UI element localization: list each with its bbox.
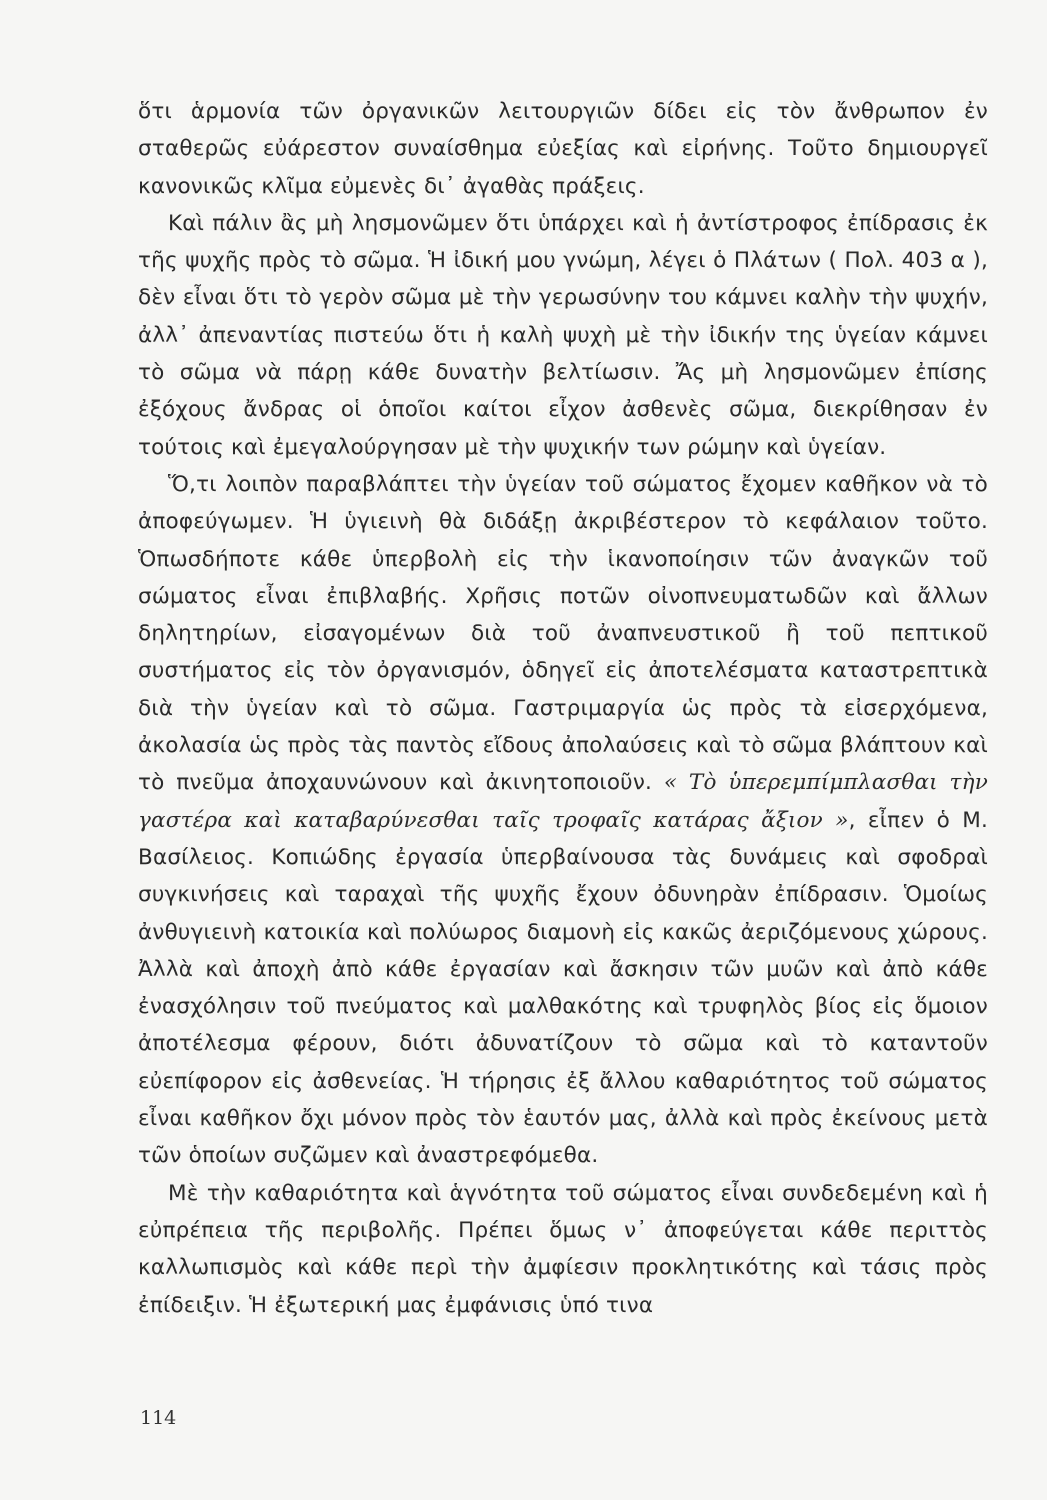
- paragraph-4: [138, 1175, 988, 1324]
- paragraph-1: [138, 93, 988, 205]
- page-number: 114: [140, 1407, 177, 1429]
- basil-quotation: « Τὸ ὑπερεμπίμπλασθαι τὴν γαστέρα καὶ καταβαρύνεσθαι ταῖς τροφαῖς κατάρας ἄξιον »: [138, 770, 988, 833]
- body-text: [138, 93, 988, 1324]
- paragraph-1-text: ὅτι ἁρμονία τῶν ὀργανικῶν λειτουργιῶν δίδει εἰς τὸν ἄνθρωπον ἐν σταθερῶς εὐάρεστον συναίσθημα εὐεξίας καὶ εἰρήνης. Τοῦτο δημιουργεῖ κανονικῶς κλῖμα εὐμενὲς δι᾽ ἀγαθὰς πράξεις.: [138, 99, 988, 199]
- paragraph-3-text-b: , εἶπεν ὁ Μ. Βασίλειος. Κοπιώδης ἐργασία ὑπερβαίνουσα τὰς δυνάμεις καὶ σφοδραὶ συγκινήσεις καὶ ταραχαὶ τῆς ψυχῆς ἔχουν ὀδυνηρὰν ἐπίδρασιν. Ὁμοίως ἀνθυγιεινὴ κατοικία καὶ πολύωρος διαμονὴ εἰς κακῶς ἀεριζόμενους χώρους. Ἀλλὰ καὶ ἀποχὴ ἀπὸ κάθε ἐργασίαν καὶ ἄσκησιν τῶν μυῶν καὶ ἀπὸ κάθε ἐνασχόλησιν τοῦ πνεύματος καὶ μαλθακότης καὶ τρυφηλὸς βίος εἰς ὅμοιον ἀποτέλεσμα φέρουν, διότι ἀδυνατίζουν τὸ σῶμα καὶ τὸ καταντοῦν εὐεπίφορον εἰς ἀσθενείας. Ἡ τήρησις ἐξ ἄλλου καθαριότητος τοῦ σώματος εἶναι καθῆκον ὄχι μόνον πρὸς τὸν ἑαυτόν μας, ἀλλὰ καὶ πρὸς ἐκείνους μετὰ τῶν ὁποίων συζῶμεν καὶ ἀναστρεφόμεθα.: [138, 807, 989, 1169]
- paragraph-2-text: Καὶ πάλιν ἂς μὴ λησμονῶμεν ὅτι ὑπάρχει καὶ ἡ ἀντίστροφος ἐπίδρασις ἐκ τῆς ψυχῆς πρὸς τὸ σῶμα. Ἡ ἰδική μου γνώμη, λέγει ὁ Πλάτων ( Πολ. 403 α ), δὲν εἶναι ὅτι τὸ γερὸν σῶμα μὲ τὴν γερωσύνην του κάμνει καλὴν τὴν ψυχήν, ἀλλ᾽ ἀπεναντίας πιστεύω ὅτι ἡ καλὴ ψυχὴ μὲ τὴν ἰδικήν της ὑγείαν κάμνει τὸ σῶμα νὰ πάρῃ κάθε δυνατὴν βελτίωσιν. Ἄς μὴ λησμονῶμεν ἐπίσης ἐξόχους ἄνδρας οἱ ὁποῖοι καίτοι εἶχον ἀσθενὲς σῶμα, διεκρίθησαν ἐν τούτοις καὶ ἐμεγαλούργησαν μὲ τὴν ψυχικήν των ρώμην καὶ ὑγείαν.: [138, 210, 988, 460]
- paragraph-2: [138, 205, 988, 466]
- paragraph-3-text-a: Ὅ,τι λοιπὸν παραβλάπτει τὴν ὑγείαν τοῦ σώματος ἔχομεν καθῆκον νὰ τὸ ἀποφεύγωμεν. Ἡ ὑγιεινὴ θὰ διδάξῃ ἀκριβέστερον τὸ κεφάλαιον τοῦτο. Ὁπωσδήποτε κάθε ὑπερβολὴ εἰς τὴν ἱκανοποίησιν τῶν ἀναγκῶν τοῦ σώματος εἶναι ἐπιβλαβής. Χρῆσις ποτῶν οἰνοπνευματωδῶν καὶ ἄλλων δηλητηρίων, εἰσαγομένων διὰ τοῦ ἀναπνευστικοῦ ἢ τοῦ πεπτικοῦ συστήματος εἰς τὸν ὀργανισμόν, ὁδηγεῖ εἰς ἀποτελέσματα καταστρεπτικὰ διὰ τὴν ὑγείαν καὶ τὸ σῶμα. Γαστριμαργία ὡς πρὸς τὰ εἰσερχόμενα, ἀκολασία ὡς πρὸς τὰς παντὸς εἴδους ἀπολαύσεις καὶ τὸ σῶμα βλάπτουν καὶ τὸ πνεῦμα ἀποχαυνώνουν καὶ ἀκινητοποιοῦν.: [138, 471, 988, 796]
- paragraph-4-text: Μὲ τὴν καθαριότητα καὶ ἁγνότητα τοῦ σώματος εἶναι συνδεδεμένη καὶ ἡ εὐπρέπεια τῆς περιβολῆς. Πρέπει ὅμως ν᾽ ἀποφεύγεται κάθε περιττὸς καλλωπισμὸς καὶ κάθε περὶ τὴν ἀμφίεσιν προκλητικότης καὶ τάσις πρὸς ἐπίδειξιν. Ἡ ἐξωτερική μας ἐμφάνισις ὑπό τινα: [138, 1180, 988, 1318]
- paragraph-3: [138, 466, 988, 1175]
